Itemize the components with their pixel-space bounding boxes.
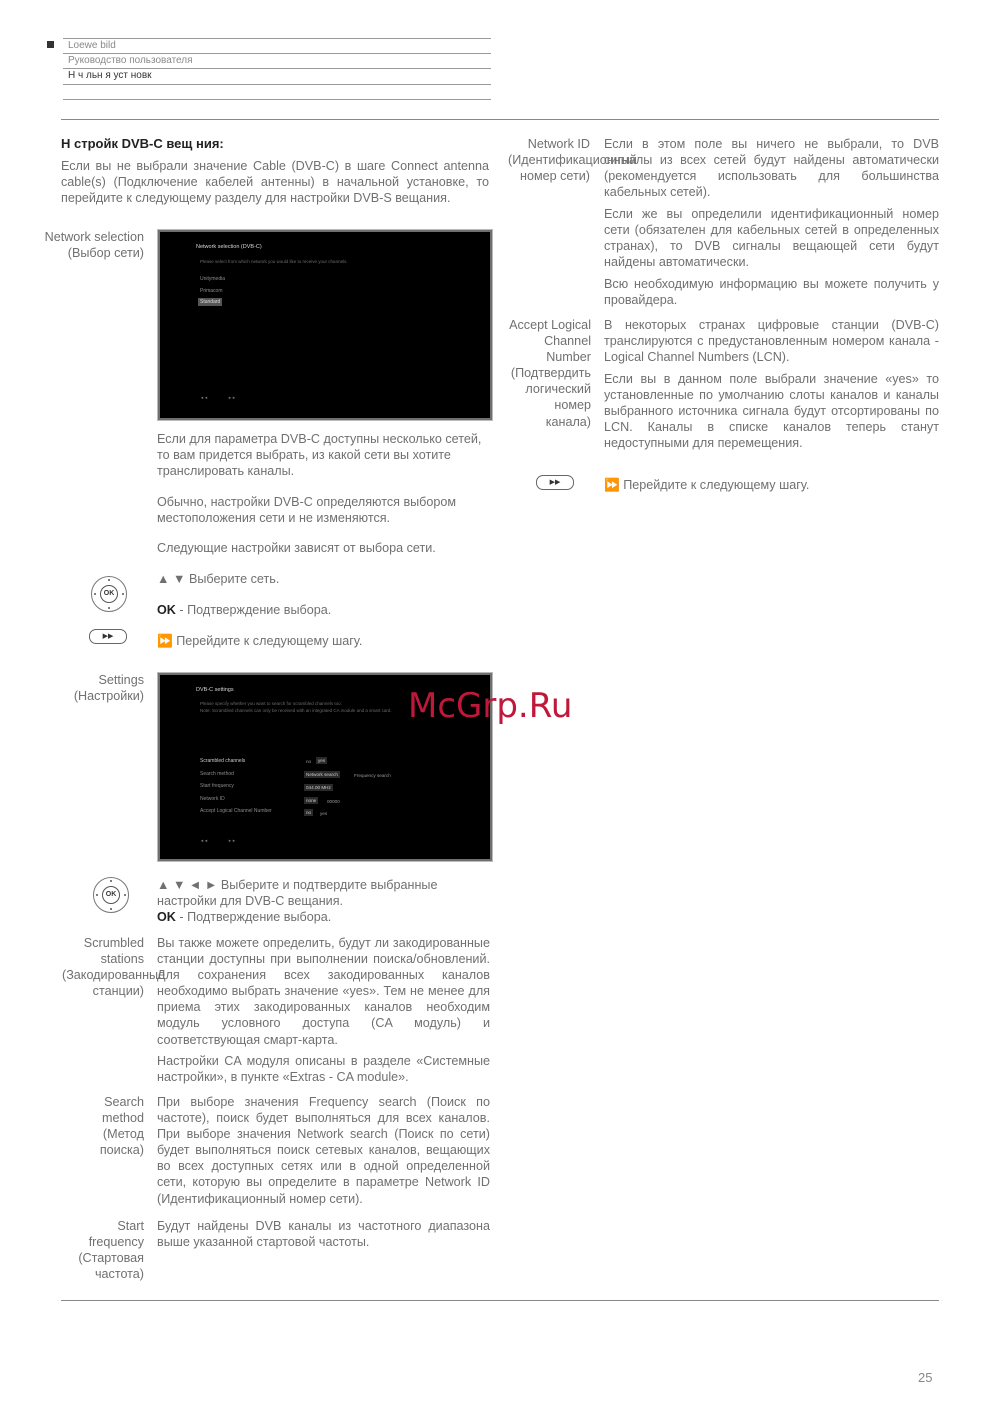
screen-footer-right: ►► — [228, 838, 236, 843]
network-selection-screenshot — [158, 230, 492, 420]
network-selection-label: Network selection (Выбор сети) — [44, 230, 144, 261]
header-bullet-square — [47, 41, 54, 48]
header-manual: Руководство пользователя — [68, 55, 193, 66]
settings-row: Scrambled channels — [200, 758, 246, 764]
header-brand: Loewe bild — [68, 40, 116, 51]
search-method-label: Search method (Метод поиска) — [99, 1095, 144, 1158]
fast-forward-button-icon: ▶▶ — [89, 629, 127, 644]
ok-navigation-wheel-icon — [93, 877, 129, 913]
lcn-para-1: В некоторых странах цифровые станции (DVB-C) транслируются с предустановленным номером канала - Logical Channel Numbers (LCN). — [604, 318, 939, 365]
screen-title: DVB-C settings — [196, 687, 234, 693]
network-para-3: Следующие настройки зависят от выбора сети. — [157, 541, 436, 555]
settings-row: Network ID — [200, 796, 225, 802]
header-divider — [63, 53, 491, 54]
dot — [110, 880, 112, 882]
screen-title: Network selection (DVB-C) — [196, 244, 262, 250]
dot — [96, 894, 98, 896]
lcn-no: no — [306, 810, 312, 815]
network-option: Unitymedia — [200, 276, 226, 282]
dot — [124, 894, 126, 896]
header-divider — [63, 38, 491, 39]
search-method-para: При выборе значения Frequency search (Поиск по частоте), поиск будет выполняться для всех каналов. При выборе значения Network search (Поиск по сети) будет выполняться поиск сетевых каналов, вещающих во всех доступных сетях или в одной определенной сети, которую вы определите в параметре Network ID (Идентификационный номер сети). — [157, 1095, 490, 1206]
option-frequency-search: Frequency search — [354, 773, 391, 778]
lcn-yes: yes — [320, 811, 328, 816]
network-id-para-2: Если же вы определили идентификационный номер сети (обязателен для кабельных сетей в определенных странах), то DVB сигналы вещающей сети будут найдены автоматически. — [604, 207, 939, 270]
fast-forward-button-icon: ▶▶ — [536, 475, 574, 490]
scrambled-para-1: Вы также можете определить, будут ли закодированные станции доступны при выполнении поиска/обновлений. Для сохранения всех закодированных каналов необходимо выбрать значение «yes». Тем не менее для приема этих закодированных каналов необходим модуль условного доступа (CA модуль) и соответствующая смарт-карта. — [157, 936, 490, 1047]
screen-hint: Please specify whether you want to search for scrambled channels too. — [200, 701, 342, 706]
screen-footer-right: ►► — [228, 395, 236, 400]
lcn-label: Accept Logical Channel Number (Подтвердить логический номер канала) — [509, 318, 591, 429]
network-id-none: none — [306, 798, 317, 803]
option-network-search: Network search — [306, 772, 338, 777]
start-frequency-para: Будут найдены DVB каналы из частотного диапазона выше указанной стартовой частоты. — [157, 1219, 490, 1250]
ok-confirm-line: OK - Подтверждение выбора. — [157, 603, 332, 617]
settings-label: Settings (Настройки) — [73, 673, 144, 704]
section-title: Н стройк DVB-C вещ ния: — [61, 136, 224, 151]
network-option-selected: Standard — [200, 299, 221, 305]
screen-note: Note: Scrambled channels can only be received with an integrated CA module and a smart card. — [200, 708, 392, 713]
next-step-line: ⏩ Перейдите к следующему шагу. — [157, 634, 363, 648]
header-section: Н ч льн я уст новк — [68, 70, 152, 81]
header-divider — [63, 68, 491, 69]
settings-row: Start frequency — [200, 783, 234, 789]
lcn-para-2: Если вы в данном поле выбрали значение «yes» то установленные по умолчанию слоты каналов и каналы выбранного источника сигнала будут отсортированы по LCN. Каналы в списке каналов теперь станут недоступными для перемещения. — [604, 372, 939, 451]
start-frequency-label: Start frequency (Стартовая частота) — [78, 1219, 144, 1282]
select-network-step: ▲ ▼ Выберите сеть. — [157, 572, 280, 586]
ok-navigation-wheel-icon — [91, 576, 127, 612]
settings-row: Accept Logical Channel Number — [200, 808, 272, 814]
scrambled-para-2: Настройки CA модуля описаны в разделе «Системные настройки», в пункте «Extras - CA module». — [157, 1054, 490, 1085]
top-rule — [61, 119, 939, 120]
screen-footer-left: ◄◄ — [200, 838, 208, 843]
ok-icon: OK — [100, 585, 118, 603]
dot — [122, 593, 124, 595]
header-divider — [63, 99, 491, 100]
ok-icon: OK — [102, 886, 120, 904]
network-id-label: Network ID (Идентификационный номер сети) — [508, 137, 637, 184]
up-down-arrows-icon: ▲ ▼ — [157, 572, 189, 586]
dot — [110, 908, 112, 910]
ok-confirm-line: OK - Подтверждение выбора. — [157, 910, 332, 924]
screen-footer-left: ◄◄ — [200, 395, 208, 400]
header-divider — [63, 84, 491, 85]
dot — [108, 579, 110, 581]
double-arrow-icon: ⏩ — [157, 634, 173, 648]
scrambled-label: Scrumbled stations (Закодированные станции) — [62, 936, 166, 999]
network-para-2: Обычно, настройки DVB-C определяются выбором местоположения сети и не изменяются. — [157, 495, 457, 526]
settings-row: Search method — [200, 771, 234, 777]
start-frequency-value: 044.00 MHz — [306, 785, 331, 790]
option-yes-selected: yes — [318, 758, 326, 763]
dot — [108, 607, 110, 609]
option-no: no — [306, 759, 312, 764]
network-id-value: 00000 — [327, 799, 340, 804]
watermark: McGrp.Ru — [408, 686, 573, 726]
screen-hint: Please select from which network you would like to receive your channels. — [200, 259, 348, 264]
network-id-para-3: Всю необходимую информацию вы можете получить у провайдера. — [604, 277, 939, 308]
network-id-para-1: Если в этом поле вы ничего не выбрали, то DVB сигналы из всех сетей будут найдены автоматически (рекомендуется использовать для большинства кабельных сетей). — [604, 137, 939, 200]
next-step-line: ⏩ Перейдите к следующему шагу. — [604, 478, 810, 492]
bottom-rule — [61, 1300, 939, 1301]
settings-step: ▲ ▼ ◄ ► Выберите и подтвердите выбранные настройки для DVB-C вещания. — [157, 878, 438, 909]
dot — [94, 593, 96, 595]
page-number: 25 — [918, 1370, 933, 1385]
network-option: Primacom — [200, 288, 223, 294]
four-arrows-icon: ▲ ▼ ◄ ► — [157, 878, 221, 892]
network-para-1: Если для параметра DVB-C доступны несколько сетей, то вам придется выбрать, из какой сети вы хотите транслировать каналы. — [157, 432, 482, 479]
intro-paragraph: Если вы не выбрали значение Cable (DVB-C) в шаге Connect antenna cable(s) (Подключение кабелей антенны) в начальной установке, то перейдите к следующему разделу для настройки DVB-S вещания. — [61, 159, 489, 206]
double-arrow-icon: ⏩ — [604, 478, 620, 492]
